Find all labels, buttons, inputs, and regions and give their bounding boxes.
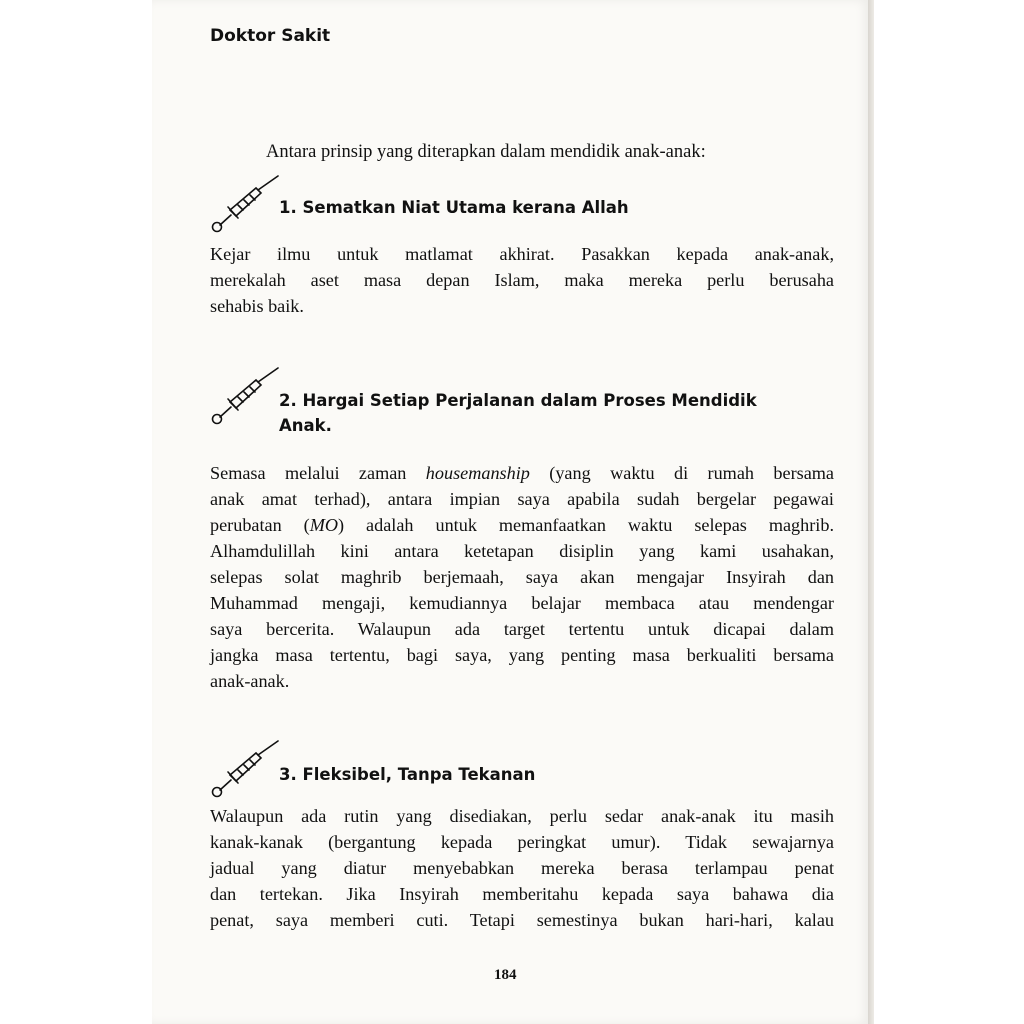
section-2-heading <box>208 367 848 437</box>
italic-term: MO <box>309 515 339 535</box>
section-1-title: 1. Sematkan Niat Utama kerana Allah <box>279 198 629 217</box>
body-line: selepas solat maghrib berjemaah, saya akan mengajar Insyirah dan <box>210 567 834 587</box>
section-2-title-line1: 2. Hargai Setiap Perjalanan dalam Proses Mendidik <box>279 391 757 410</box>
body-line: kanak-kanak (bergantung kepada peringkat umur). Tidak sewajarnya <box>210 832 834 852</box>
running-head: Doktor Sakit <box>210 26 331 46</box>
body-line: anak amat terhad), antara impian saya apabila sudah bergelar pegawai <box>210 489 834 509</box>
section-1-heading <box>208 175 848 235</box>
section-3-title: 3. Fleksibel, Tanpa Tekanan <box>279 765 536 784</box>
body-line: Kejar ilmu untuk matlamat akhirat. Pasakkan kepada anak-anak, <box>210 244 834 264</box>
section-2-title-line2: Anak. <box>279 416 332 435</box>
text-run: perubatan ( <box>210 515 310 535</box>
section-2-body <box>210 460 834 694</box>
section-1-body <box>210 241 834 319</box>
body-line: anak-anak. <box>210 671 290 691</box>
syringe-icon <box>208 367 280 427</box>
body-line <box>210 512 834 538</box>
intro-text: Antara prinsip yang diterapkan dalam mendidik anak-anak: <box>266 142 706 162</box>
text-run: Semasa melalui zaman <box>210 463 426 483</box>
body-line: jangka masa tertentu, bagi saya, yang penting masa berkualiti bersama <box>210 645 834 665</box>
body-line: saya bercerita. Walaupun ada target tertentu untuk dicapai dalam <box>210 619 834 639</box>
text-run: ) adalah untuk memanfaatkan waktu selepas maghrib. <box>338 515 834 535</box>
page-number: 184 <box>494 967 517 983</box>
body-line: Alhamdulillah kini antara ketetapan disiplin yang kami usahakan, <box>210 541 834 561</box>
text-run: (yang waktu di rumah bersama <box>529 463 834 483</box>
body-line: Muhammad mengaji, kemudiannya belajar membaca atau mendengar <box>210 593 834 613</box>
section-3-body <box>210 803 834 933</box>
body-line: merekalah aset masa depan Islam, maka mereka perlu berusaha <box>210 270 834 290</box>
body-line: sehabis baik. <box>210 296 304 316</box>
body-line: Walaupun ada rutin yang disediakan, perlu sedar anak-anak itu masih <box>210 806 834 826</box>
syringe-icon <box>208 175 280 235</box>
page-edge <box>868 0 874 1024</box>
body-line: penat, saya memberi cuti. Tetapi semestinya bukan hari-hari, kalau <box>210 910 834 930</box>
body-line: jadual yang diatur menyebabkan mereka berasa terlampau penat <box>210 858 834 878</box>
section-3-heading <box>208 740 848 800</box>
italic-term: housemanship <box>425 463 530 483</box>
section-2-title <box>279 388 799 438</box>
syringe-icon <box>208 740 280 800</box>
body-line <box>210 460 834 486</box>
body-line: dan tertekan. Jika Insyirah memberitahu kepada saya bahawa dia <box>210 884 834 904</box>
